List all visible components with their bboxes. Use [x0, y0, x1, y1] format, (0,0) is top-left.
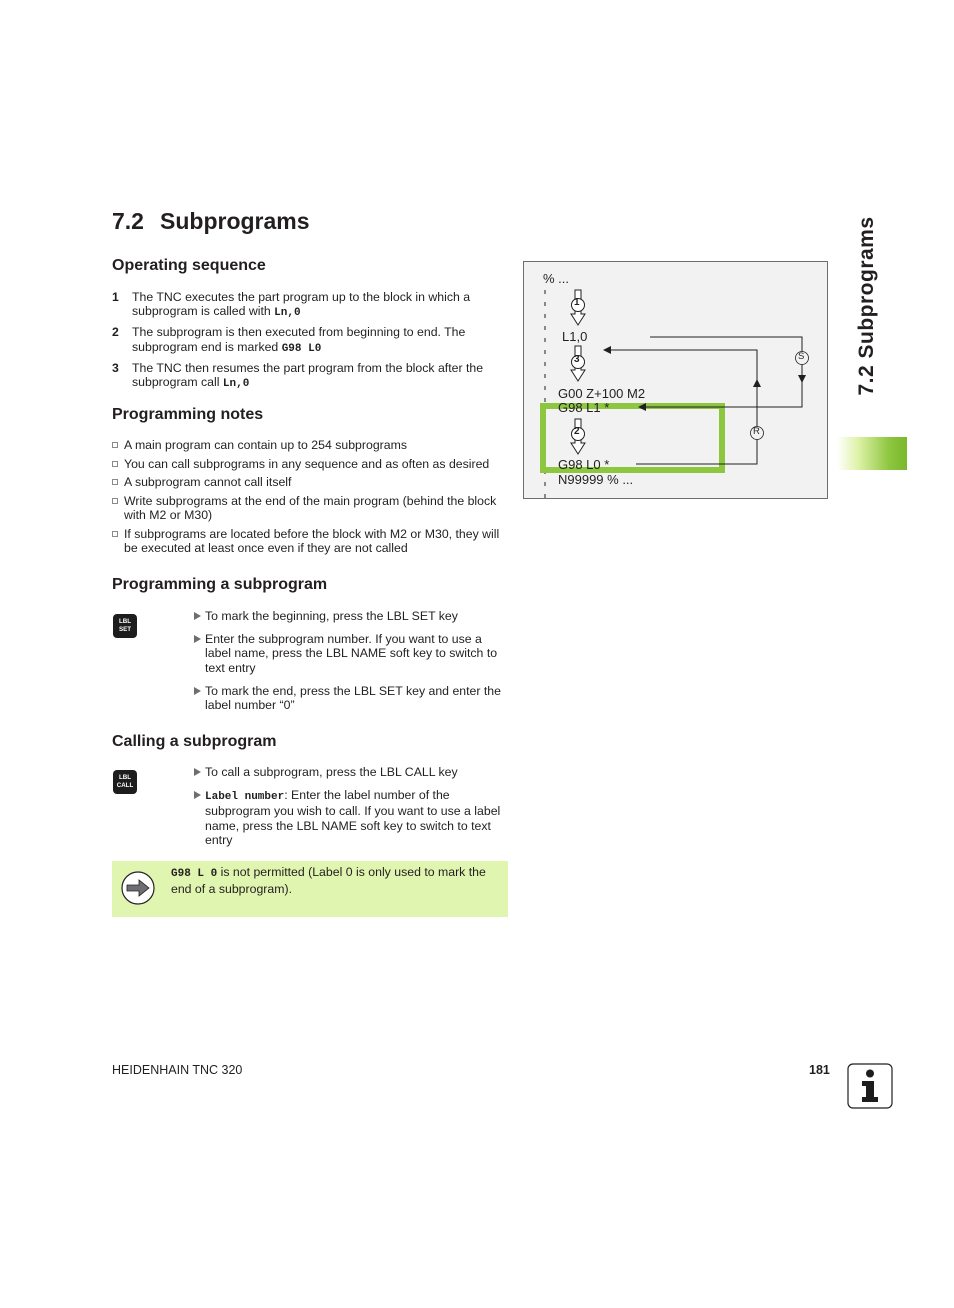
programming-subprogram-steps: [192, 609, 508, 721]
list-item: [192, 788, 508, 847]
code-line-label-end: G98 L0 *: [558, 457, 610, 472]
info-icon: [847, 1063, 893, 1109]
key-label-line2: CALL: [116, 782, 134, 789]
bullet-text: A subprogram cannot call itself: [124, 475, 292, 490]
step-code: Ln,0: [274, 307, 301, 320]
step-text: Enter the subprogram number. If you want to use a label name, press the LBL NAME soft key to switch to text entry: [205, 632, 498, 675]
key-label-line1: LBL: [118, 774, 132, 781]
arrow-right-icon: [194, 687, 201, 695]
heading-programming-subprogram: Programming a subprogram: [112, 576, 328, 593]
bullet-icon: [112, 442, 118, 448]
step-number: 1: [112, 290, 119, 304]
note-text: [171, 865, 501, 897]
marker-3-label: 3: [574, 354, 580, 365]
lbl-call-key-icon: [113, 770, 137, 794]
section-title-text: Subprograms: [160, 208, 310, 234]
bullet-icon: [112, 531, 118, 537]
list-item: [112, 527, 510, 555]
heading-operating-sequence: Operating sequence: [112, 257, 266, 274]
step-text: To mark the end, press the LBL SET key and enter the label number “0”: [205, 683, 501, 713]
page-number: 181: [809, 1063, 830, 1077]
heading-calling-subprogram: Calling a subprogram: [112, 733, 277, 750]
bullet-icon: [112, 498, 118, 504]
operating-sequence-list: [112, 290, 510, 396]
list-item: [192, 609, 508, 623]
bullet-text: If subprograms are located before the block with M2 or M30, they will be executed at least once even if they are not called: [124, 527, 500, 556]
code-line-label: G98 L1 *: [558, 400, 610, 415]
key-label-line2: SET: [118, 626, 132, 633]
list-item: [112, 438, 510, 452]
side-tab-label: 7.2 Subprograms: [855, 215, 878, 396]
step-code: G98 L0: [281, 342, 322, 355]
calling-subprogram-steps: [192, 765, 508, 856]
bullet-text: A main program can contain up to 254 subprograms: [124, 438, 407, 452]
marker-2-label: 2: [574, 426, 580, 437]
step-text: The TNC executes the part program up to the block in which a subprogram is called with: [132, 290, 471, 319]
code-line-start: % ...: [543, 271, 570, 286]
return-jump-arrow: [604, 350, 757, 380]
key-label-line1: LBL: [118, 618, 132, 625]
list-item: [192, 765, 508, 779]
list-item: [192, 632, 508, 675]
side-tab-title: [852, 213, 882, 398]
bullet-icon: [112, 479, 118, 485]
step-number: 3: [112, 360, 119, 375]
marker-1-label: 1: [574, 297, 580, 308]
side-tab-marker: [837, 437, 907, 470]
call-jump-arrow: [639, 337, 805, 407]
note-code: G98 L 0: [171, 868, 218, 880]
step-code: Ln,0: [222, 378, 250, 391]
arrow-right-icon: [194, 635, 201, 643]
list-item: [112, 325, 510, 355]
heading-programming-notes: Programming notes: [112, 406, 264, 423]
step-text: The subprogram is then executed from beginning to end. The subprogram end is marked: [132, 325, 466, 354]
list-item: [112, 361, 510, 391]
note-box: [112, 861, 508, 917]
code-line-end-main: G00 Z+100 M2: [558, 386, 646, 401]
list-item: [112, 457, 510, 471]
bullet-icon: [112, 461, 118, 467]
arrow-right-icon: [194, 791, 201, 799]
return-up-arrow: [636, 380, 757, 464]
lbl-set-key-icon: [113, 614, 137, 638]
step-text: : Enter the label number of the subprogram you wish to call. If you want to use a label name, press the LBL NAME soft key to switch to text entry: [205, 788, 501, 847]
code-line-call: L1,0: [562, 329, 588, 344]
step-code: Label number: [205, 791, 285, 804]
list-item: [112, 475, 510, 489]
step-text: The TNC then resumes the part program from the block after the subprogram call: [132, 360, 484, 390]
note-body: is not permitted (Label 0 is only used to mark the end of a subprogram).: [171, 865, 486, 896]
step-number: 2: [112, 325, 119, 340]
arrow-right-icon: [194, 768, 201, 776]
bullet-text: Write subprograms at the end of the main program (behind the block with M2 or M30): [124, 494, 497, 523]
list-item: [192, 684, 508, 712]
arrow-right-icon: [194, 612, 201, 620]
bullet-text: You can call subprograms in any sequence and as often as desired: [124, 456, 490, 471]
marker-s-label: S: [798, 351, 805, 362]
programming-notes-list: [112, 438, 510, 560]
section-title: [112, 208, 310, 235]
step-text: To call a subprogram, press the LBL CALL key: [205, 765, 458, 779]
footer-manual-title: HEIDENHAIN TNC 320: [112, 1063, 243, 1077]
subprogram-flow-diagram: [523, 261, 828, 499]
marker-r-label: R: [753, 426, 760, 437]
section-number: 7.2: [112, 208, 144, 234]
list-item: [112, 494, 510, 522]
code-line-last: N99999 % ...: [558, 472, 634, 487]
step-text: To mark the beginning, press the LBL SET key: [205, 609, 458, 623]
list-item: [112, 290, 510, 320]
arrow-right-circle-icon: [120, 870, 156, 906]
